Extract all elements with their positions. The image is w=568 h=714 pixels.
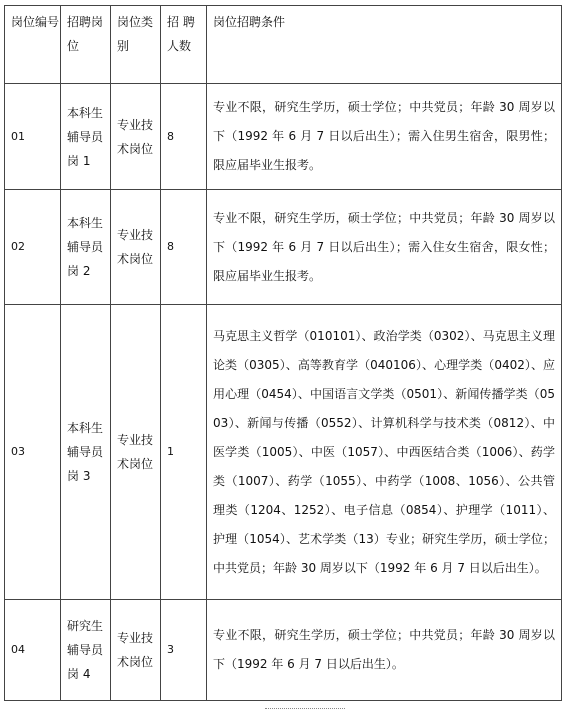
post-name: 本科生辅导员岗 3 bbox=[61, 305, 111, 600]
header-post-category: 岗位类别 bbox=[111, 6, 161, 84]
header-headcount: 招 聘人数 bbox=[161, 6, 207, 84]
post-name: 本科生辅导员岗 2 bbox=[61, 190, 111, 305]
post-requirements: 专业不限，研究生学历，硕士学位；中共党员；年龄 30 周岁以下（1992 年 6 月 7 日以后出生）；需入住女生宿舍，限女性；限应届毕业生报考。 bbox=[207, 190, 562, 305]
page-footer-divider bbox=[265, 708, 345, 713]
headcount: 3 bbox=[161, 600, 207, 701]
post-category: 专业技术岗位 bbox=[111, 305, 161, 600]
header-post-name: 招聘岗位 bbox=[61, 6, 111, 84]
table-row bbox=[5, 305, 562, 600]
post-code: 02 bbox=[5, 190, 61, 305]
post-category: 专业技术岗位 bbox=[111, 190, 161, 305]
post-category: 专业技术岗位 bbox=[111, 84, 161, 190]
post-name: 本科生辅导员岗 1 bbox=[61, 84, 111, 190]
post-requirements: 专业不限，研究生学历，硕士学位；中共党员；年龄 30 周岁以下（1992 年 6 月 7 日以后出生）。 bbox=[207, 600, 562, 701]
post-requirements: 马克思主义哲学（010101）、政治学类（0302）、马克思主义理论类（0305）、高等教育学（040106）、心理学类（0402）、应用心理（0454）、中国语言文学类（0501）、新闻传播学类（0503）、新闻与传播（0552）、计算机科学与技术类（0812）、中医学类（1005）、中医（1057）、中西医结合类（1006）、药学类（1007）、药学（1055）、中药学（1008、1056）、公共管理类（1204、1252）、电子信息（0854）、护理学（1011）、护理（1054）、艺术学类（13）专业；研究生学历，硕士学位；中共党员；年龄 30 周岁以下（1992 年 6 月 7 日以后出生）。 bbox=[207, 305, 562, 600]
recruitment-table bbox=[4, 5, 562, 701]
post-code: 04 bbox=[5, 600, 61, 701]
post-category: 专业技术岗位 bbox=[111, 600, 161, 701]
post-requirements: 专业不限，研究生学历，硕士学位；中共党员；年龄 30 周岁以下（1992 年 6 月 7 日以后出生）；需入住男生宿舍，限男性；限应届毕业生报考。 bbox=[207, 84, 562, 190]
headcount: 1 bbox=[161, 305, 207, 600]
headcount: 8 bbox=[161, 190, 207, 305]
table-header-row bbox=[5, 6, 562, 84]
headcount: 8 bbox=[161, 84, 207, 190]
header-requirements: 岗位招聘条件 bbox=[207, 6, 562, 84]
table-row bbox=[5, 600, 562, 701]
post-code: 01 bbox=[5, 84, 61, 190]
post-code: 03 bbox=[5, 305, 61, 600]
header-post-code: 岗位编号 bbox=[5, 6, 61, 84]
post-name: 研究生辅导员岗 4 bbox=[61, 600, 111, 701]
table-row bbox=[5, 84, 562, 190]
table-row bbox=[5, 190, 562, 305]
